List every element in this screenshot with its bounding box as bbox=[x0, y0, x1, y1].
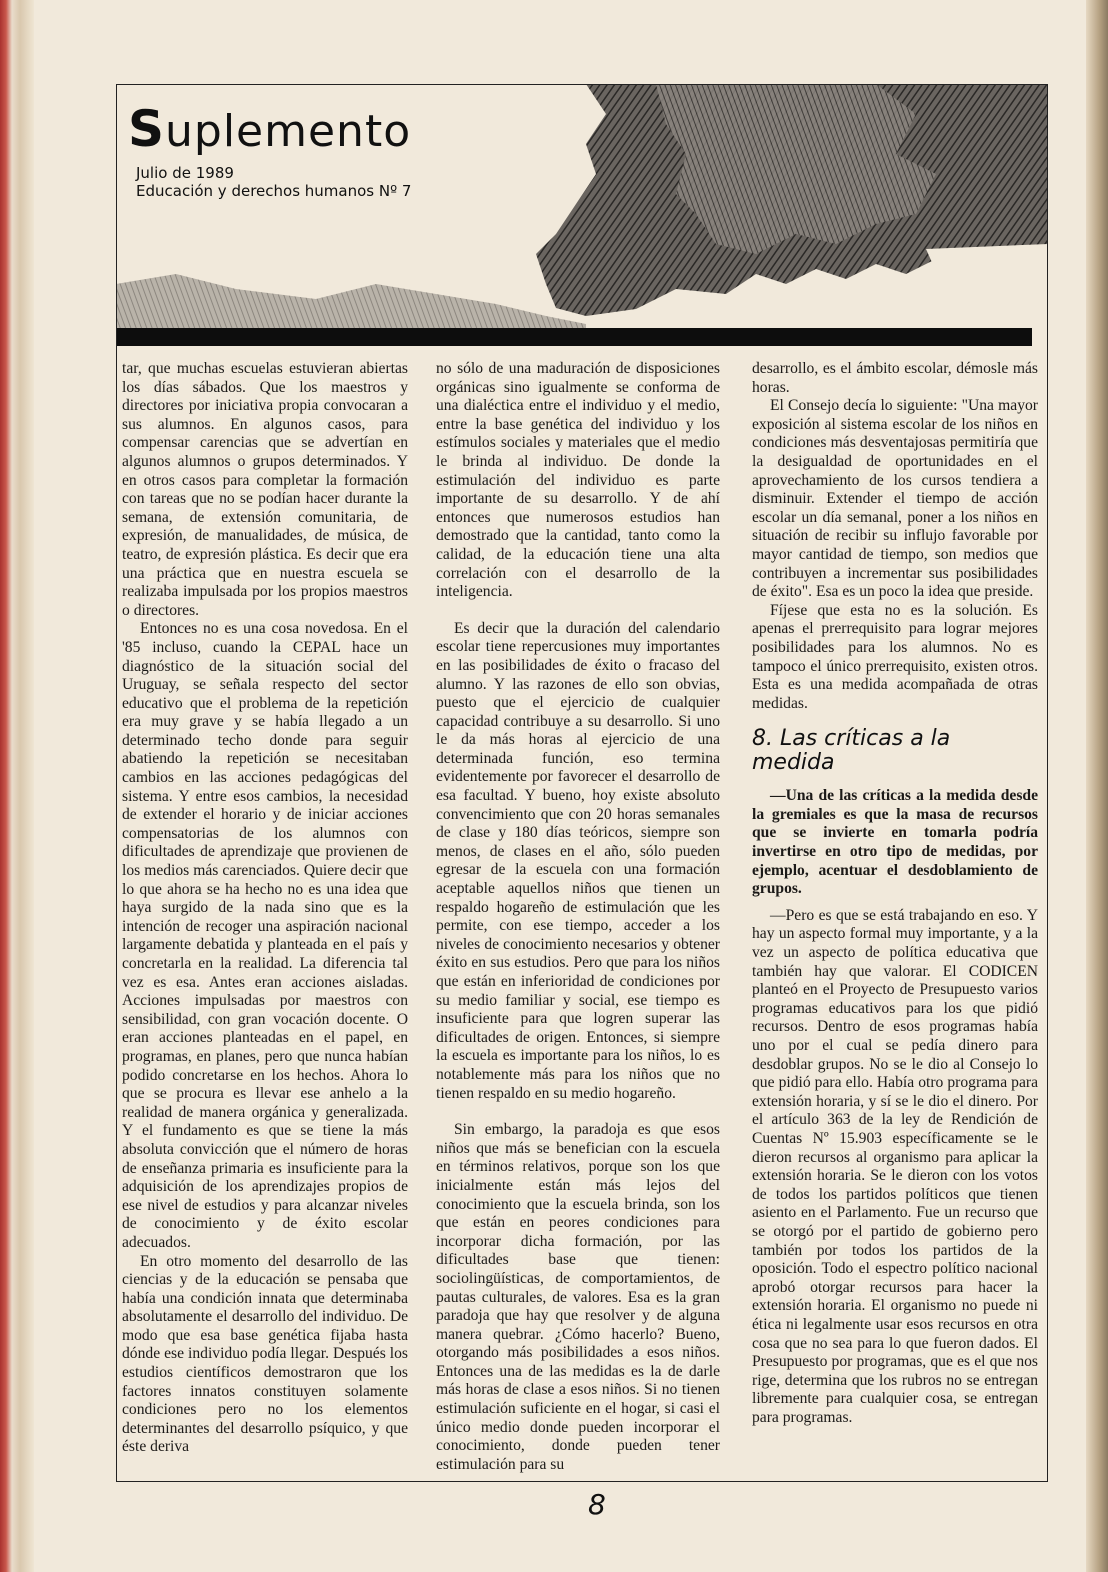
column-3 bbox=[752, 360, 1038, 1427]
paragraph: desarrollo, es el ámbito escolar, démosle más horas. bbox=[752, 360, 1038, 396]
column-2 bbox=[436, 360, 720, 1474]
series-title: Educación y derechos humanos Nº 7 bbox=[136, 182, 412, 200]
column-1 bbox=[122, 360, 408, 1457]
paragraph: Es decir que la duración del calendario escolar tiene repercusiones muy importantes en las posibilidades de éxito o fracaso del alumno. Y las razones de ello son obvias, puesto que el ejercicio de cualquier capacidad contribuye a su desarrollo. Si uno le da más horas al ejercicio de una determinada función, eso termina evidentemente por favorecer el desarrollo de esa facultad. Y bueno, hoy existe absoluto convencimiento que con 20 horas semanales de clase y 180 días teóricos, siempre son menos, de clases en el año, sólo pueden egresar de la escuela con una formación aceptable aquellos niños que tienen un respaldo hogareño de estimulación que les permite, con ese tiempo, acceder a los niveles de conocimiento necesarios y obtener éxito en sus estudios. Pero que para los niños que están en inferioridad de condiciones por su medio familiar y social, ese tiempo es insuficiente para que logren superar las dificultades de origen. Entonces, si siempre la escuela es importante para los niños, lo es notablemente más para los niños que no tienen respaldo en su medio hogareño. bbox=[436, 619, 720, 1102]
interview-question: —Una de las críticas a la medida desde la gremiales es que la masa de recursos que se invierte en tomarla podría invertirse en otro tipo de medidas, por ejemplo, acentuar el desdoblamiento de grupos. bbox=[752, 787, 1038, 898]
interview-answer: —Pero es que se está trabajando en eso. Y hay un aspecto formal muy importante, y a la vez un aspecto de política educativa que también hay que valorar. El CODICEN planteó en el Proyecto de Presupuesto varios programas educativos para los que pidió recursos. Dentro de esos programas había uno por el cual se pedía dinero para desdoblar grupos. No se le dio al Consejo lo que pidió para ello. Había otro programa para extensión horaria, y sí se le dio el dinero. Por el artículo 363 de la ley de Rendición de Cuentas Nº 15.903 específicamente se le dieron recursos al organismo para aplicar la extensión horaria. Se le dieron con los votos de todos los partidos políticos que tienen asiento en el Parlamento. Fue un recurso que se otorgó por el partido de gobierno pero también por todos los partidos de la oposición. Todo el espectro político nacional aprobó otorgar recursos para hacer la extensión horaria. El organismo no puede ni ética ni legalmente usar esos recursos en otra cosa que no sea para lo que fueron dados. El Presupuesto por programas, que es el que nos rige, determina que los rubros no se entregan libremente para cualquier cosa, se entregan para programas. bbox=[752, 906, 1038, 1426]
section-heading: 8. Las críticas a la medida bbox=[752, 726, 951, 776]
masthead-title-initial: S bbox=[128, 100, 166, 158]
paragraph: En otro momento del desarrollo de las ciencias y de la educación se pensaba que había una condición innata que determinaba absolutamente el desarrollo del individuo. De modo que esa base genética fijaba hasta dónde ese individuo podía llegar. Después los estudios científicos demostraron que los factores innatos constituyen solamente condiciones pero no los elementos determinantes del desarrollo psíquico, y que éste deriva bbox=[122, 1252, 408, 1456]
paragraph: Sin embargo, la paradoja es que esos niños que más se benefician con la escuela en términos relativos, porque son los que inicialmente están más lejos del conocimiento que la escuela brinda, son los que están en peores condiciones para incorporar dicha formación, por las dificultades base que tienen: sociolingüísticas, de comportamientos, de pautas culturales, de valores. Esa es la gran paradoja que hay que resolver y de alguna manera quebrar. ¿Cómo hacerlo? Bueno, otorgando más posibilidades a esos niños. Entonces una de las medidas es la de darle más horas de clase a esos niños. Si no tienen estimulación suficiente en el hogar, si casi el único medio donde pueden incorporar el conocimiento, donde pueden tener estimulación para su bbox=[436, 1121, 720, 1473]
paragraph: no sólo de una maduración de disposiciones orgánicas sino igualmente se conforma de una dialéctica entre el individuo y el medio, entre la base genética del individuo y los estímulos sociales y materiales que el medio le brinda al individuo. De donde la estimulación del individuo es parte importante de su desarrollo. Y de ahí entonces que numerosos estudios han demostrado que la cantidad, tanto como la calidad, de la educación tiene una alta correlación con el desarrollo de la inteligencia. bbox=[436, 360, 720, 601]
paragraph: El Consejo decía lo siguiente: "Una mayor exposición al sistema escolar de los niños en condiciones más desventajosas permitiría que la desigualdad de oportunidades en el aprovechamiento de los cursos tendiera a disminuir. Extender el tiempo de acción escolar un día semanal, poner a los niños en situación de recibir su influjo favorable por mayor cantidad de tiempo, son medios que contribuyen a incrementar sus posibilidades de éxito". Esa es un poco la idea que preside. bbox=[752, 397, 1038, 601]
page-number: 8 bbox=[588, 1488, 606, 1521]
page-edge-right bbox=[1086, 0, 1108, 1572]
paragraph: Entonces no es una cosa novedosa. En el '85 incluso, cuando la CEPAL hace un diagnóstico de la situación social del Uruguay, se señala respecto del sector educativo que el problema de la repetición era muy grave y se había llegado a un determinado techo donde para seguir abatiendo la repetición se necesitaban cambios en las acciones pedagógicas del sistema. Y entre esos cambios, la necesidad de extender el horario y de iniciar acciones compensatorias de los alumnos con dificultades de aprendizaje que provienen de los medios más carenciados. Quiere decir que lo que ahora se ha hecho no es una idea que haya surgido de la nada sino que es la intención de recoger una aspiración nacional largamente debatida y planteada en el país y concretarla en la realidad. La diferencia tal vez es esa. Antes eran acciones aisladas. Acciones impulsadas por maestros con sensibilidad, con gran vocación docente. O eran acciones planteadas en el papel, en programas, en planes, pero que nunca habían podido concretarse en los hechos. Ahora lo que se procura es llevar ese anhelo a la realidad de manera orgánica y generalizada. Y el fundamento es que se tiene la más absoluta convicción que el número de horas de enseñanza primaria es insuficiente para la adquisición de los aprendizajes propios de ese nivel de estudios y para alcanzar niveles de conocimiento y de éxito escolar adecuados. bbox=[122, 620, 408, 1251]
page-edge-left bbox=[0, 0, 34, 1572]
paragraph: Fíjese que esta no es la solución. Es apenas el prerrequisito para lograr mejores posibilidades para los alumnos. No es tampoco el único prerrequisito, existen otros. Esta es una medida acompañada de otras medidas. bbox=[752, 601, 1038, 712]
issue-date: Julio de 1989 bbox=[136, 164, 234, 182]
masthead-title-rest: uplemento bbox=[165, 106, 412, 157]
paragraph: tar, que muchas escuelas estuvieran abiertas los días sábados. Que los maestros y directores por iniciativa propia convocaran a sus alumnos. En algunos casos, para compensar carencias que se advertían en algunos alumnos o grupos determinados. Y en otros casos para completar la formación con tareas que no se podían hacer durante la semana, de extensión comunitaria, de expresión, de manualidades, de música, de teatro, de expresión plástica. Es decir que era una práctica que en nuestra escuela se realizaba impulsada por los propios maestros o directores. bbox=[122, 360, 408, 619]
